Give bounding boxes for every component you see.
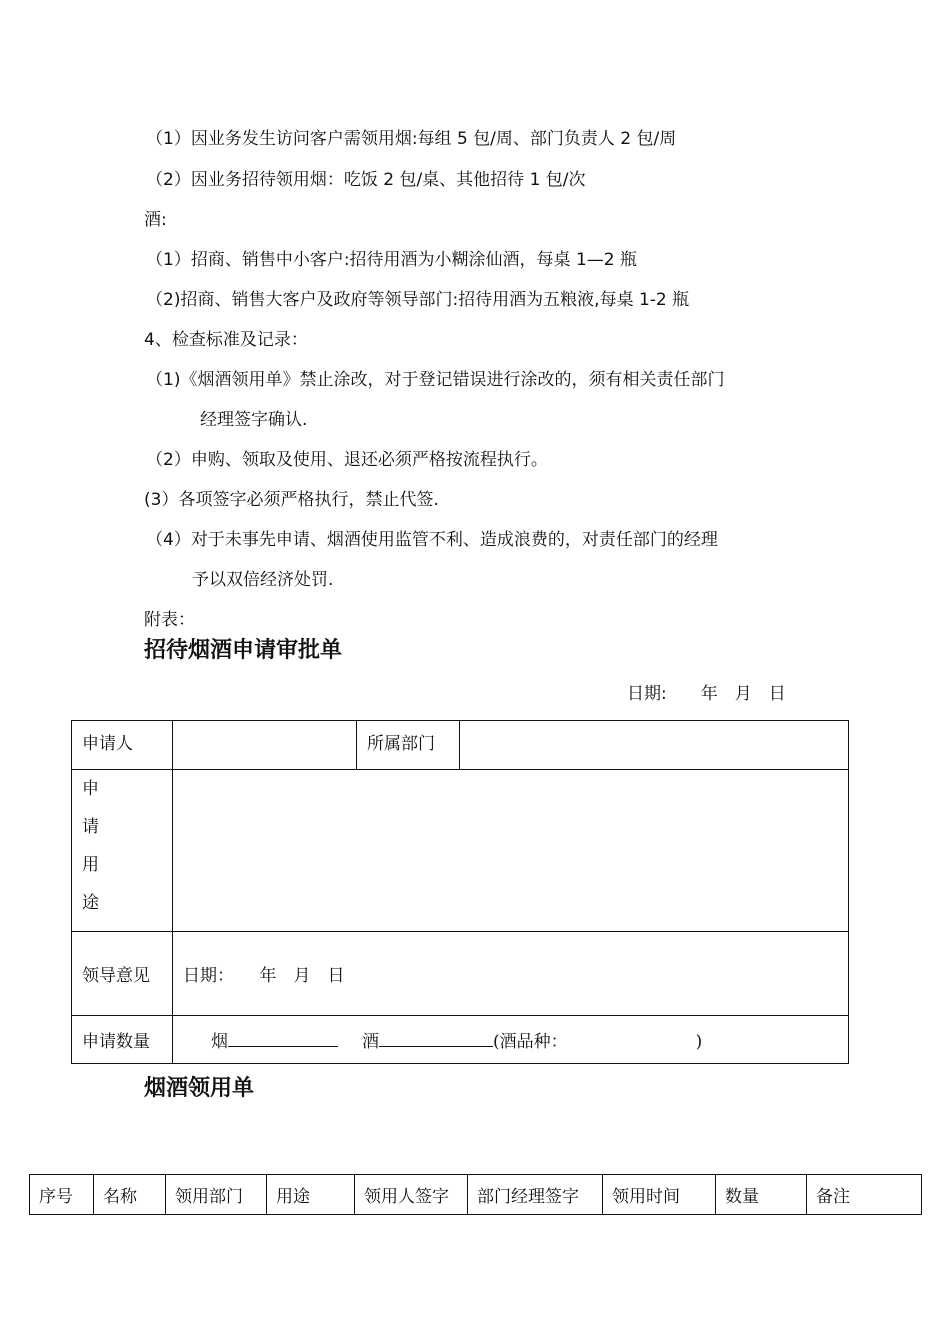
inspection-rule-4: （4）对于未事先申请、烟酒使用监管不利、造成浪费的，对责任部门的经理 [146,530,718,550]
approval-form-table [71,720,849,1064]
usage-form-title: 烟酒领用单 [144,1076,255,1101]
section-liquor-label: 酒: [144,210,167,230]
header-department: 领用部门 [166,1175,267,1215]
header-recipient-signature: 领用人签字 [355,1175,468,1215]
inspection-rule-2: （2）申购、领取及使用、退还必须严格按流程执行。 [146,450,548,470]
rule-liquor-small-client: （1）招商、销售中小客户:招待用酒为小糊涂仙酒，每桌 1—2 瓶 [146,250,637,270]
cigarette-quantity-blank[interactable] [228,1028,338,1047]
purpose-char: 请 [82,817,99,837]
rule-cigarette-hospitality: （2）因业务招待领用烟：吃饭 2 包/桌、其他招待 1 包/次 [146,170,586,190]
quantity-label: 申请数量 [72,1016,173,1064]
department-label: 所属部门 [357,721,460,770]
inspection-rule-3: (3）各项签字必须严格执行，禁止代签. [144,490,439,510]
liquor-label: 酒 [362,1032,379,1052]
inspection-rule-1-cont: 经理签字确认. [200,410,308,430]
header-remarks: 备注 [807,1175,922,1215]
rule-liquor-large-client: （2)招商、销售大客户及政府等领导部门:招待用酒为五粮液,每桌 1-2 瓶 [146,290,690,310]
usage-form-table [29,1174,922,1215]
department-field[interactable] [460,721,849,770]
inspection-rule-4-cont: 予以双倍经济处罚. [192,570,334,590]
header-collection-time: 领用时间 [603,1175,716,1215]
appendix-label: 附表： [144,610,195,630]
approval-form-title: 招待烟酒申请审批单 [144,638,343,663]
purpose-field[interactable] [173,770,849,932]
header-serial: 序号 [30,1175,94,1215]
leader-opinion-label: 领导意见 [72,932,173,1016]
liquor-type-close: ) [695,1032,703,1052]
header-quantity: 数量 [716,1175,807,1215]
header-manager-signature: 部门经理签字 [468,1175,603,1215]
liquor-type-label: (酒品种： [493,1032,568,1052]
quantity-field[interactable] [173,1016,849,1064]
approval-form-date: 日期: 年 月 日 [627,684,786,704]
leader-opinion-date: 日期： 年 月 日 [183,966,345,986]
inspection-rule-1: （1)《烟酒领用单》禁止涂改，对于登记错误进行涂改的，须有相关责任部门 [146,370,725,390]
header-purpose: 用途 [267,1175,355,1215]
purpose-char: 申 [82,779,99,799]
liquor-quantity-blank[interactable] [379,1028,493,1047]
purpose-char: 途 [82,893,99,913]
applicant-label: 申请人 [72,721,173,770]
section-inspection-heading: 4、检查标准及记录： [144,330,308,350]
rule-cigarette-visit: （1）因业务发生访问客户需领用烟:每组 5 包/周、部门负责人 2 包/周 [146,129,677,149]
leader-opinion-field[interactable] [173,932,849,1016]
applicant-field[interactable] [173,721,357,770]
cigarette-label: 烟 [211,1032,228,1052]
purpose-char: 用 [82,855,99,875]
purpose-label [72,770,173,932]
header-name: 名称 [94,1175,166,1215]
